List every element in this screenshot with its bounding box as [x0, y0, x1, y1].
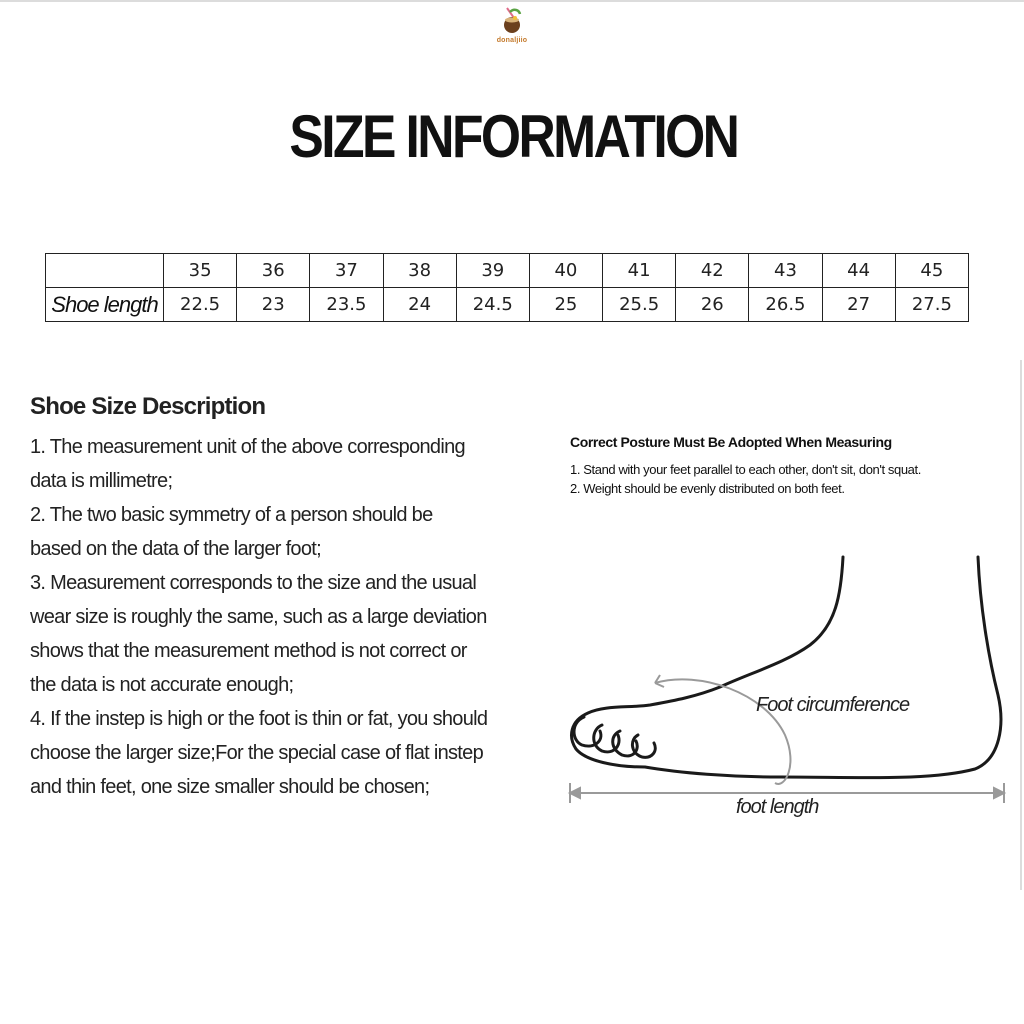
posture-line: 1. Stand with your feet parallel to each other, don't sit, don't squat.	[570, 462, 921, 477]
length-cell: 25.5	[603, 288, 676, 322]
shoe-length-label: Shoe length	[46, 288, 164, 322]
description-line: wear size is roughly the same, such as a large deviation	[30, 606, 487, 628]
posture-section	[570, 434, 1010, 500]
description-line: and thin feet, one size smaller should be chosen;	[30, 776, 430, 798]
length-cell: 26	[676, 288, 749, 322]
top-border	[0, 0, 1024, 2]
length-cell: 23	[237, 288, 310, 322]
description-line: data is millimetre;	[30, 470, 173, 492]
length-cell: 24	[383, 288, 456, 322]
page-title: SIZE INFORMATION	[289, 103, 738, 170]
description-line: based on the data of the larger foot;	[30, 538, 321, 560]
size-cell: 39	[456, 254, 529, 288]
brand-name: donaljiio	[496, 37, 528, 44]
description-line: shows that the measurement method is not correct or	[30, 640, 467, 662]
size-cell: 44	[822, 254, 895, 288]
right-border	[1020, 360, 1022, 890]
size-cell: 37	[310, 254, 383, 288]
length-arrow-right	[994, 788, 1004, 798]
table-corner-cell	[46, 254, 164, 288]
size-cell: 36	[237, 254, 310, 288]
length-cell: 22.5	[164, 288, 237, 322]
description-title: Shoe Size Description	[30, 393, 266, 420]
description-line: choose the larger size;For the special case of flat instep	[30, 742, 483, 764]
size-cell: 40	[529, 254, 602, 288]
brand-logo	[494, 6, 530, 44]
foot-illustration	[560, 545, 1020, 835]
toe-1	[574, 717, 601, 746]
coconut-drink-icon	[501, 6, 523, 36]
length-cell: 27.5	[895, 288, 968, 322]
foot-circumference-label: Foot circumference	[756, 694, 910, 716]
description-line: the data is not accurate enough;	[30, 674, 294, 696]
description-lines	[30, 430, 530, 804]
size-cell: 41	[603, 254, 676, 288]
length-arrow-left	[570, 788, 580, 798]
posture-lines	[570, 462, 1010, 496]
size-cell: 35	[164, 254, 237, 288]
posture-line: 2. Weight should be evenly distributed on both feet.	[570, 481, 845, 496]
length-cell: 27	[822, 288, 895, 322]
description-line: 2. The two basic symmetry of a person should be	[30, 504, 433, 526]
description-line: 3. Measurement corresponds to the size and the usual	[30, 572, 477, 594]
length-cell: 24.5	[456, 288, 529, 322]
shoe-size-description	[30, 390, 530, 804]
size-row	[46, 254, 969, 288]
size-cell: 42	[676, 254, 749, 288]
description-line: 1. The measurement unit of the above corresponding	[30, 436, 465, 458]
posture-title: Correct Posture Must Be Adopted When Measuring	[570, 434, 892, 450]
toe-4	[632, 735, 655, 757]
length-cell: 25	[529, 288, 602, 322]
length-cell: 23.5	[310, 288, 383, 322]
length-row	[46, 288, 969, 322]
size-cell: 45	[895, 254, 968, 288]
foot-length-label: foot length	[736, 796, 819, 818]
foot-diagram	[560, 545, 1020, 835]
description-line: 4. If the instep is high or the foot is thin or fat, you should	[30, 708, 488, 730]
length-cell: 26.5	[749, 288, 822, 322]
size-cell: 43	[749, 254, 822, 288]
size-table	[45, 253, 969, 322]
size-cell: 38	[383, 254, 456, 288]
